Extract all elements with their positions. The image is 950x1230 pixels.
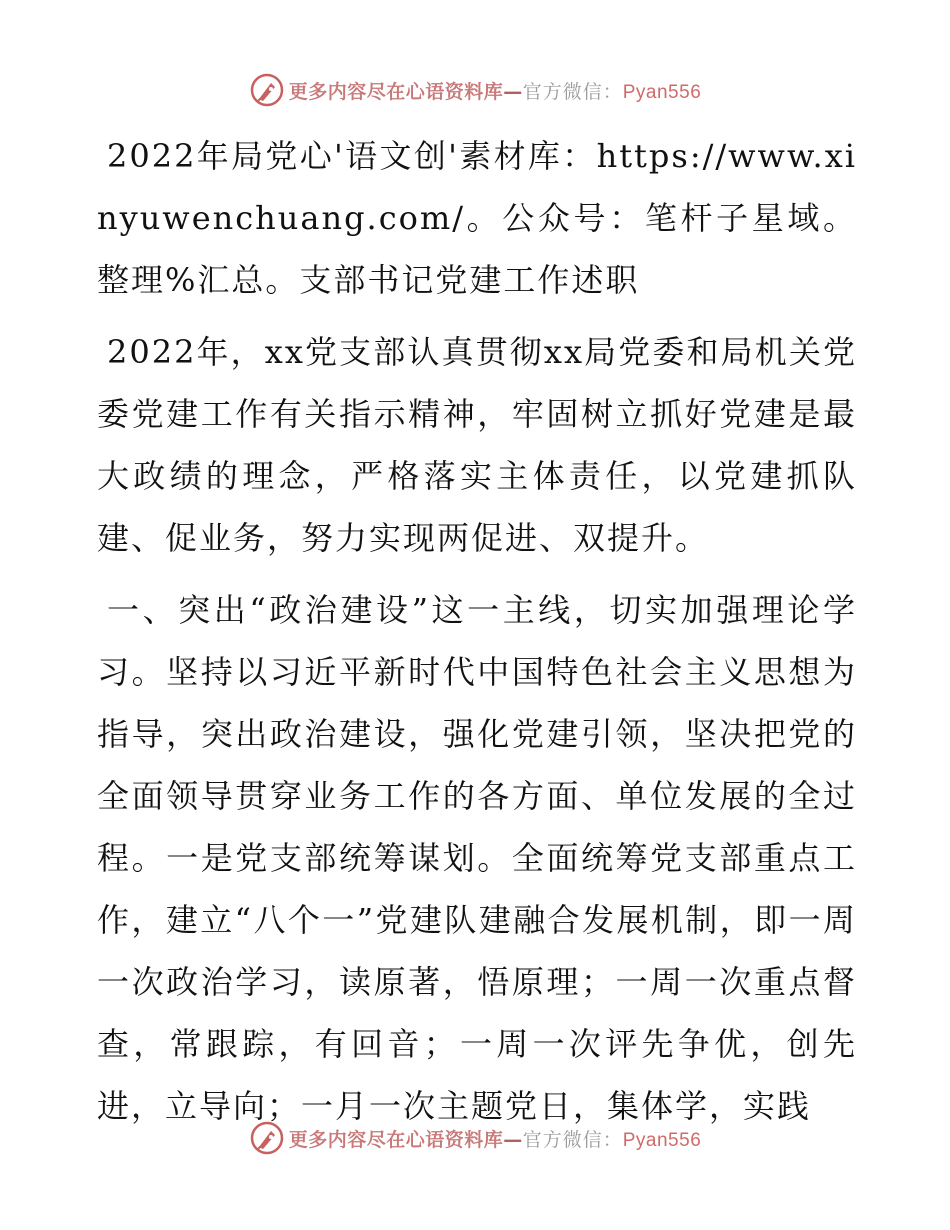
paragraph-section-one: 一、突出“政治建设”这一主线，切实加强理论学习。坚持以习近平新时代中国特色社会主义思想为指导，突出政治建设，强化党建引领，坚决把党的全面领导贯穿业务工作的各方面、单位发展的全过程。一是党支部统筹谋划。全面统筹党支部重点工作，建立“八个一”党建队建融合发展机制，即一周一次政治学习，读原著，悟原理；一周一次重点督查，常跟踪，有回音；一周一次评先争优，创先进，立导向；一月一次主题党日，集体学，实践 — [97, 591, 857, 1125]
watermark-main: 更多内容尽在心语资料库 — [288, 80, 504, 103]
pen-nib-logo-icon — [249, 72, 285, 108]
paragraph-title: 2022年局党心'语文创'素材库：https://www.xinyuwenchuang.com/。公众号：笔杆子星域。整理%汇总。支部书记党建工作述职 — [97, 137, 857, 299]
watermark-dash: — — [503, 1128, 523, 1151]
watermark-account: Pyan556 — [622, 81, 702, 103]
watermark-dash: — — [503, 80, 523, 103]
watermark-text — [289, 77, 702, 104]
watermark-banner-bottom — [0, 1118, 950, 1158]
paragraph-intro: 2022年，xx党支部认真贯彻xx局党委和局机关党委党建工作有关指示精神，牢固树立抓好党建是最大政绩的理念，严格落实主体责任，以党建抓队建、促业务，努力实现两促进、双提升。 — [97, 333, 857, 557]
pen-nib-logo-icon — [249, 1120, 285, 1156]
watermark-main: 更多内容尽在心语资料库 — [288, 1128, 504, 1151]
watermark-official: 官方微信： — [522, 1128, 623, 1151]
watermark-text — [289, 1125, 702, 1152]
watermark-account: Pyan556 — [622, 1129, 702, 1151]
watermark-banner-top — [0, 70, 950, 110]
document-body — [97, 125, 857, 1147]
watermark-official: 官方微信： — [522, 80, 623, 103]
